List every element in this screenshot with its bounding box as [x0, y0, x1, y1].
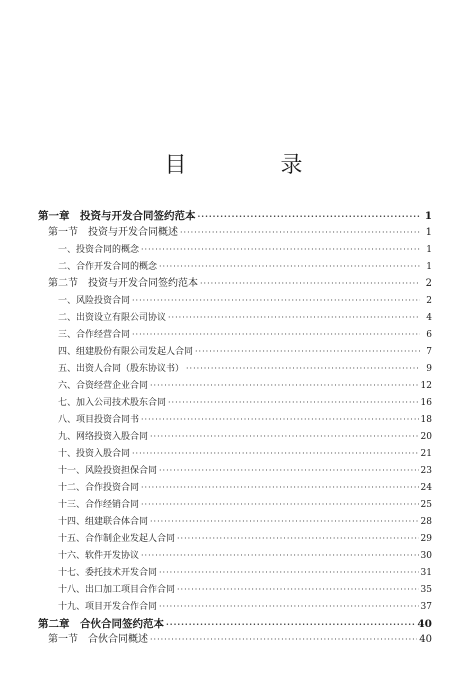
toc-entry[interactable]	[58, 582, 432, 598]
toc-page-number: 18	[420, 415, 432, 425]
toc-label: 十、投资入股合同	[58, 449, 131, 459]
toc-label: 一、风险投资合同	[58, 296, 131, 306]
toc-page-number: 40	[419, 634, 432, 645]
toc-page-number: 23	[420, 466, 432, 476]
toc-label: 七、加入公司技术股东合同	[58, 398, 167, 408]
toc-entry[interactable]	[58, 378, 432, 394]
toc-page-number: 12	[420, 381, 432, 391]
toc-label: 十五、合作制企业发起人合同	[58, 534, 176, 544]
leader-dots	[150, 378, 419, 394]
toc-entry[interactable]	[58, 429, 432, 445]
leader-dots	[177, 531, 419, 547]
toc-page-number: 9	[426, 364, 432, 374]
toc-label: 第二节 投资与开发合同签约范本	[48, 278, 198, 289]
toc-label: 第一节 合伙合同概述	[48, 634, 148, 645]
toc-page-number: 28	[420, 517, 432, 527]
toc-entry[interactable]	[58, 514, 432, 530]
toc-page-number: 37	[420, 602, 432, 612]
leader-dots	[168, 395, 419, 411]
leader-dots	[141, 480, 419, 496]
toc-page-number: 4	[426, 313, 432, 323]
toc-label: 二、合作开发合同的概念	[58, 262, 158, 272]
toc-entry[interactable]	[58, 531, 432, 547]
toc-entry[interactable]	[58, 310, 432, 326]
leader-dots	[132, 446, 419, 462]
leader-dots	[132, 327, 420, 343]
toc-entry[interactable]	[58, 344, 432, 360]
leader-dots	[195, 344, 420, 360]
toc-page-number: 20	[420, 432, 432, 442]
toc-page-number: 1	[426, 262, 432, 272]
leader-dots	[141, 242, 420, 258]
toc-page-number: 1	[424, 210, 432, 222]
leader-dots	[141, 548, 419, 564]
toc-page-number: 6	[426, 330, 432, 340]
toc-page-number: 21	[420, 449, 432, 459]
toc-label: 十七、委托技术开发合同	[58, 568, 158, 578]
toc-entry[interactable]	[38, 616, 432, 632]
toc-label: 十六、软件开发协议	[58, 551, 140, 561]
toc-page-number: 7	[426, 347, 432, 357]
toc-label: 三、合作经营合同	[58, 330, 131, 340]
toc-label: 十二、合作投资合同	[58, 483, 140, 493]
toc-entry[interactable]	[58, 480, 432, 496]
toc-page-number: 2	[426, 296, 432, 306]
page-title: 目 录	[164, 153, 339, 178]
leader-dots	[150, 514, 419, 530]
leader-dots	[168, 310, 420, 326]
leader-dots	[166, 616, 415, 632]
toc-entry[interactable]	[58, 548, 432, 564]
toc-page-number: 30	[420, 551, 432, 561]
leader-dots	[159, 259, 420, 275]
toc-entry[interactable]	[58, 412, 432, 428]
leader-dots	[180, 225, 420, 241]
toc-entry[interactable]	[58, 395, 432, 411]
toc-entry[interactable]	[58, 361, 432, 377]
toc-page-number: 1	[426, 245, 432, 255]
toc-entry[interactable]	[58, 599, 432, 615]
toc-label: 十三、合作经销合同	[58, 500, 140, 510]
toc-label: 第一章 投资与开发合同签约范本	[38, 210, 196, 222]
toc-entry[interactable]	[58, 327, 432, 343]
toc-entry[interactable]	[48, 632, 432, 648]
toc-label: 十四、组建联合体合同	[58, 517, 149, 527]
toc-page-number: 25	[420, 500, 432, 510]
toc-page-number: 24	[420, 483, 432, 493]
toc-entry[interactable]	[58, 242, 432, 258]
toc-entry[interactable]	[48, 276, 432, 292]
toc-label: 四、组建股份有限公司发起人合同	[58, 347, 194, 357]
toc-label: 十九、项目开发合作合同	[58, 602, 158, 612]
toc-page-number: 40	[417, 618, 432, 630]
toc-label: 八、项目投资合同书	[58, 415, 140, 425]
leader-dots	[177, 582, 419, 598]
toc-page-number: 31	[420, 568, 432, 578]
toc-entry[interactable]	[58, 565, 432, 581]
toc-label: 第一节 投资与开发合同概述	[48, 227, 178, 238]
leader-dots	[200, 276, 420, 292]
leader-dots	[132, 293, 420, 309]
toc-entry[interactable]	[58, 463, 432, 479]
toc-entry[interactable]	[58, 259, 432, 275]
toc-label: 十八、出口加工项目合作合同	[58, 585, 176, 595]
toc-label: 一、投资合同的概念	[58, 245, 140, 255]
toc-page-number: 35	[420, 585, 432, 595]
toc-page-number: 1	[425, 227, 432, 238]
toc-entry[interactable]	[38, 208, 432, 224]
toc-label: 五、出资人合同（股东协议书）	[58, 364, 185, 374]
leader-dots	[198, 208, 421, 224]
toc-label: 六、合资经营企业合同	[58, 381, 149, 391]
leader-dots	[159, 599, 419, 615]
toc-entry[interactable]	[48, 225, 432, 241]
leader-dots	[141, 497, 419, 513]
leader-dots	[159, 565, 419, 581]
leader-dots	[159, 463, 419, 479]
toc-entry[interactable]	[58, 446, 432, 462]
leader-dots	[141, 412, 419, 428]
leader-dots	[150, 632, 417, 648]
toc-label: 十一、风险投资担保合同	[58, 466, 158, 476]
toc-entry[interactable]	[58, 497, 432, 513]
leader-dots	[186, 361, 420, 377]
toc-label: 二、出资设立有限公司协议	[58, 313, 167, 323]
toc-entry[interactable]	[58, 293, 432, 309]
toc-page-number: 29	[420, 534, 432, 544]
toc-page-number: 2	[425, 278, 432, 289]
toc-label: 九、网络投资入股合同	[58, 432, 149, 442]
toc-page-number: 16	[420, 398, 432, 408]
toc-label: 第二章 合伙合同签约范本	[38, 618, 164, 630]
leader-dots	[150, 429, 419, 445]
